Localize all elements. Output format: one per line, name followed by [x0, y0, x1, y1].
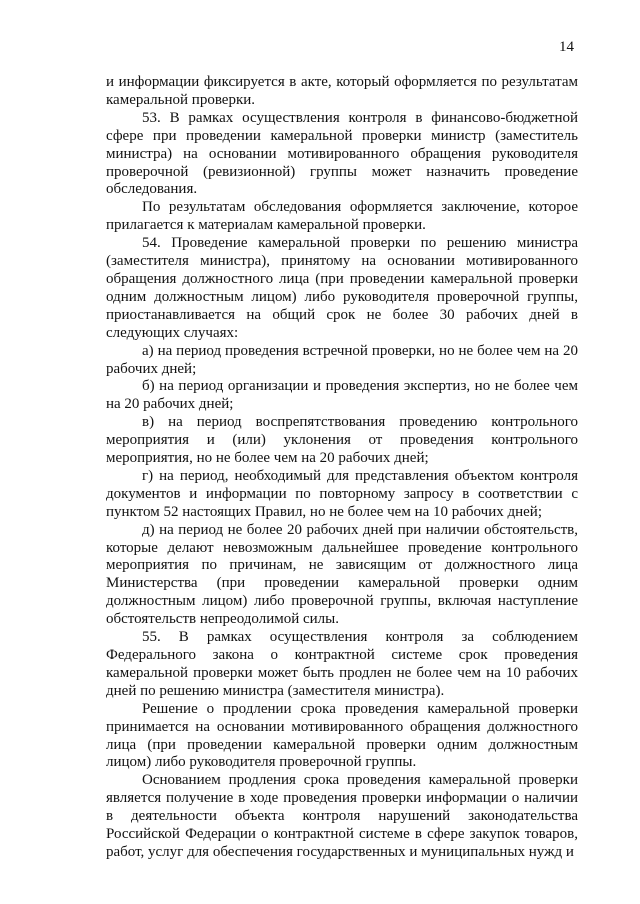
- document-body: [106, 74, 578, 862]
- paragraph: д) на период не более 20 рабочих дней при наличии обстоятельств, которые делают невозможным дальнейшее проведение контрольного мероприятия по причинам, не зависящим от должностного лица Министерства (при проведении камеральной проверки одним должностным лицом) либо проверочной группы, включая наступление обстоятельств непреодолимой силы.: [106, 521, 578, 628]
- paragraph: Решение о продлении срока проведения камеральной проверки принимается на основании мотивированного обращения должностного лица (при проведении камеральной проверки одним должностным лицом) либо руководителя проверочной группы.: [106, 700, 578, 771]
- page-number: 14: [559, 39, 574, 55]
- paragraph: а) на период проведения встречной проверки, но не более чем на 20 рабочих дней;: [106, 342, 578, 377]
- paragraph: 53. В рамках осуществления контроля в финансово-бюджетной сфере при проведении камеральной проверки министр (заместитель министра) на основании мотивированного обращения руководителя проверочной (ревизионной) группы может назначить проведение обследования.: [106, 109, 578, 198]
- paragraph: б) на период организации и проведения экспертиз, но не более чем на 20 рабочих дней;: [106, 378, 578, 413]
- paragraph: 54. Проведение камеральной проверки по решению министра (заместителя министра), принятому на основании мотивированного обращения должностного лица (при проведении камеральной проверки одним должностным лицом) либо руководителя проверочной группы, приостанавливается на общий срок не более 30 рабочих дней в следующих случаях:: [106, 235, 578, 341]
- paragraph: и информации фиксируется в акте, который оформляется по результатам камеральной проверки.: [106, 74, 578, 108]
- paragraph: По результатам обследования оформляется заключение, которое прилагается к материалам камеральной проверки.: [106, 199, 578, 234]
- paragraph: в) на период воспрепятствования проведению контрольного мероприятия и (или) уклонения от проведения контрольного мероприятия, но не более чем на 20 рабочих дней;: [106, 414, 578, 467]
- paragraph: г) на период, необходимый для представления объектом контроля документов и информации по повторному запросу в соответствии с пунктом 52 настоящих Правил, но не более чем на 10 рабочих дней;: [106, 467, 578, 520]
- paragraph: Основанием продления срока проведения камеральной проверки является получение в ходе проведения проверки информации о наличии в деятельности объекта контроля нарушений законодательства Российской Федерации о контрактной системе в сфере закупок товаров, работ, услуг для обеспечения государственных и муниципальных нужд и: [106, 772, 578, 860]
- paragraph: 55. В рамках осуществления контроля за соблюдением Федерального закона о контрактной системе срок проведения камеральной проверки может быть продлен не более чем на 10 рабочих дней по решению министра (заместителя министра).: [106, 629, 578, 699]
